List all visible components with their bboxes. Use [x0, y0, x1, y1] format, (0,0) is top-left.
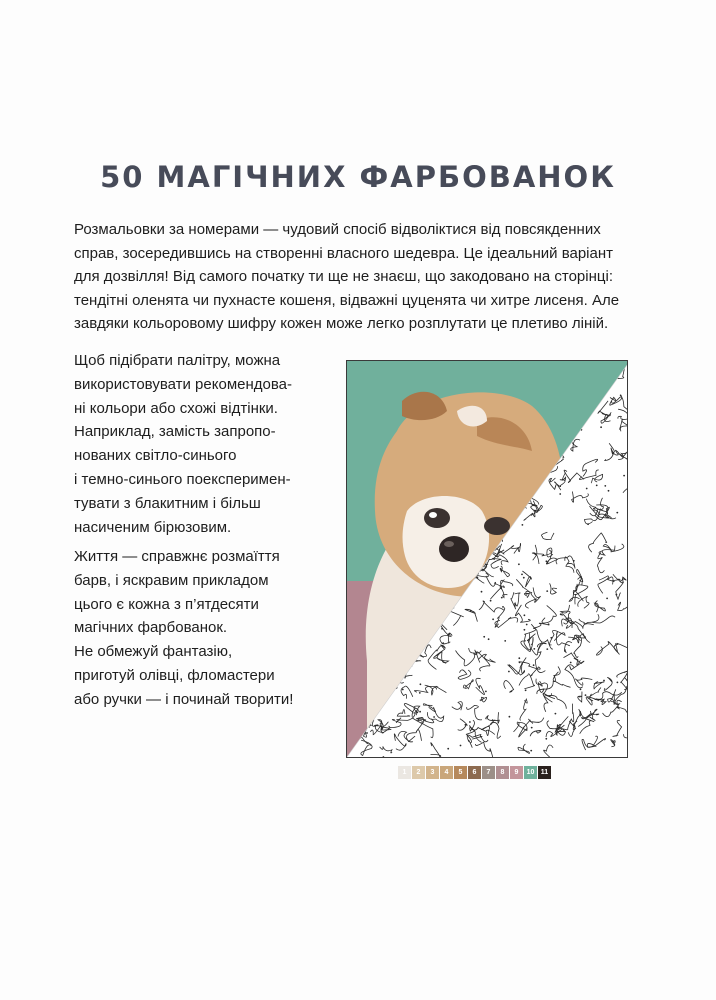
puppy-artwork — [347, 361, 627, 757]
palette-swatch: 5 — [454, 766, 467, 779]
puppy-illustration — [346, 360, 628, 758]
closing-paragraph — [74, 545, 344, 712]
palette-swatch: 10 — [524, 766, 537, 779]
intro-line: тендітні оленята чи пухнасте кошеня, відважні цуценята чи хитре лисеня. Але — [74, 291, 620, 309]
paragraph-line: Не обмежуй фантазію, — [74, 643, 233, 661]
paragraph-line: цього є кожна з п’ятдесяти — [74, 595, 259, 613]
intro-line: завдяки кольоровому шифру кожен може легко розплутати це плетиво ліній. — [74, 315, 609, 332]
palette-swatch: 2 — [412, 766, 425, 779]
intro-line: Розмальовки за номерами — чудовий спосіб відволіктися від повсякденних — [74, 221, 601, 238]
paragraph-line: насиченим бірюзовим. — [74, 518, 232, 536]
palette-swatch: 6 — [468, 766, 481, 779]
paragraph-line: приготуй олівці, фломастери — [74, 666, 275, 684]
palette-swatch: 1 — [398, 766, 411, 779]
paragraph-line: нованих світло-синього — [74, 447, 237, 465]
palette-swatch: 7 — [482, 766, 495, 779]
paragraph-line: тувати з блакитним і більш — [74, 494, 261, 512]
intro-line: справ, зосередившись на створенні власного шедевра. Це ідеальний варіант — [74, 244, 614, 262]
palette-swatch: 11 — [538, 766, 551, 779]
paragraph-line: і темно-синього поексперимен- — [74, 470, 291, 488]
palette-swatch: 9 — [510, 766, 523, 779]
paragraph-line: магічних фарбованок. — [74, 619, 228, 637]
paragraph-line: Наприклад, замість запропо- — [74, 423, 276, 441]
paragraph-line: або ручки — і починай творити! — [74, 690, 294, 708]
page-title: 50 МАГІЧНИХ ФАРБОВАНОК — [100, 160, 616, 194]
intro-line: для дозвілля! Від самого початку ти ще не знаєш, що закодовано на сторінці: — [74, 268, 613, 285]
paragraph-line: використовувати рекомендова- — [74, 375, 292, 393]
intro-paragraph — [74, 218, 664, 336]
palette-paragraph — [74, 349, 344, 539]
paragraph-line: ні кольори або схожі відтінки. — [74, 399, 278, 417]
palette-swatch: 4 — [440, 766, 453, 779]
paragraph-line: барв, і яскравим прикладом — [74, 571, 269, 589]
paragraph-line: Життя — справжнє розмаїття — [74, 548, 280, 565]
palette-swatch: 8 — [496, 766, 509, 779]
palette-swatch: 3 — [426, 766, 439, 779]
paragraph-line: Щоб підібрати палітру, можна — [74, 352, 281, 369]
color-palette — [398, 766, 551, 779]
